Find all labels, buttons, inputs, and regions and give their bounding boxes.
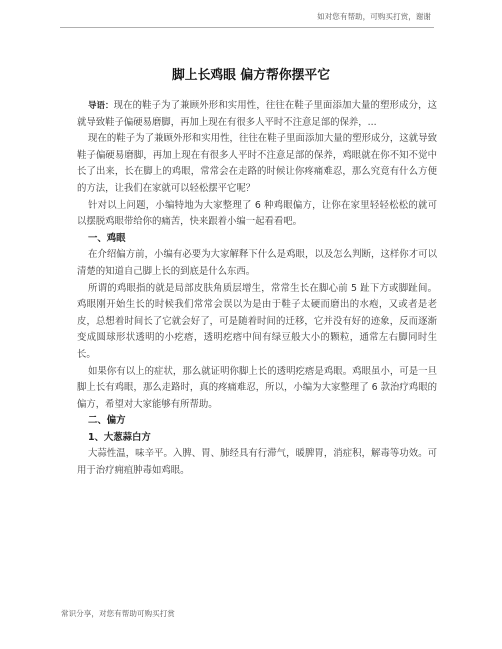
header-note: 如对您有帮助，可购买打赏，谢谢 bbox=[317, 12, 431, 21]
lead-label: 导语： bbox=[88, 100, 114, 110]
section-heading-remedies: 二、偏方 bbox=[88, 415, 126, 427]
section-heading-chicken-eye: 一、鸡眼 bbox=[88, 232, 126, 244]
body-paragraph: 所谓的鸡眼指的就是局部皮肤角质层增生，常常生长在脚心前 5 趾下方或脚趾间。鸡眼刚开始生长的时候我们常常会误以为是由于鞋子太硬而磨出的水疱，又或者是老皮，总想着时间长了它就会好了，可是随着时间的迁移，它并没有好的迹象，反而逐渐变成圆球形状透明的小疙瘩，透明疙瘩中间有绿豆般大小的颗粒，通常左右脚同时生长。 bbox=[77, 282, 437, 360]
document-body bbox=[77, 97, 437, 480]
body-paragraph: 现在的鞋子为了兼顾外形和实用性，往往在鞋子里面添加大量的塑形成分，这就导致鞋子偏硬易磨脚，再加上现在有很多人平时不注意足部的保养，鸡眼就在你不知不觉中长了出来，长在脚上的鸡眼，常常会在走路的时候让你疼痛难忍，那么究竟有什么方便的方法，让我们在家就可以轻松摆平它呢？ bbox=[77, 133, 437, 194]
body-paragraph: 在介绍偏方前，小编有必要为大家解释下什么是鸡眼，以及怎么判断，这样你才可以清楚的知道自己脚上长的到底是什么东西。 bbox=[77, 249, 437, 277]
footer-note: 常识分享，对您有帮助可购买打赏 bbox=[61, 609, 175, 618]
body-paragraph: 针对以上问题，小编特地为大家整理了 6 种鸡眼偏方，让你在家里轻轻松松的就可以摆脱鸡眼带给你的痛苦，快来跟着小编一起看看吧。 bbox=[77, 199, 437, 228]
lead-paragraph bbox=[77, 97, 437, 131]
lead-text: 现在的鞋子为了兼顾外形和实用性，往往在鞋子里面添加大量的塑形成分，这就导致鞋子偏硬易磨脚，再加上现在有很多人平时不注意足部的保养，... bbox=[77, 100, 437, 128]
body-paragraph: 大蒜性温，味辛平。入脾、胃、肺经具有行滞气，暖脾胃，消症积，解毒等功效。可用于治疗痈疽肿毒如鸡眼。 bbox=[77, 448, 437, 477]
document-title: 脚上长鸡眼 偏方帮你摆平它 bbox=[171, 68, 331, 83]
subsection-heading-garlic-remedy: 1、大葱蒜白方 bbox=[88, 431, 151, 443]
body-paragraph: 如果你有以上的症状，那么就证明你脚上长的透明疙瘩是鸡眼。鸡眼虽小，可是一旦脚上长有鸡眼，那么走路时，真的疼痛难忍，所以，小编为大家整理了 6 款治疗鸡眼的偏方，希望对大家能够有所帮助。 bbox=[77, 365, 437, 410]
header-divider bbox=[60, 27, 434, 28]
